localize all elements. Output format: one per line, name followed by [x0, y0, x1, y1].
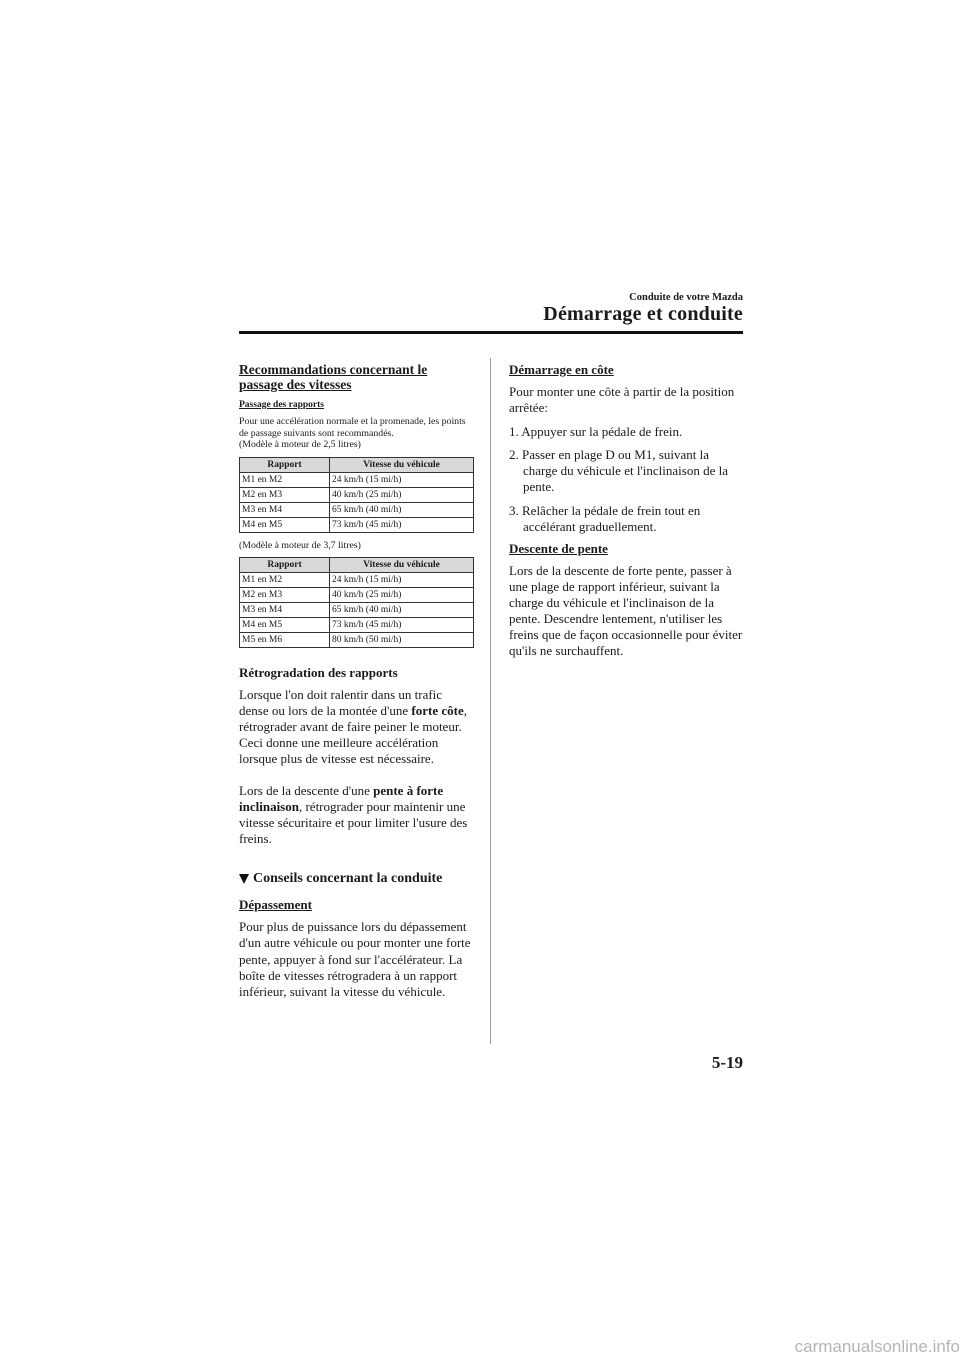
- watermark: carmanualsonline.info: [794, 1337, 960, 1356]
- table-row: [240, 632, 474, 647]
- table-cell: M4 en M5: [240, 517, 330, 532]
- emphasis-text: forte côte: [411, 702, 464, 718]
- table-header: Rapport: [240, 457, 330, 472]
- intro-text: Pour une accélération normale et la promenade, les points de passage suivants sont recommandés.: [239, 416, 466, 439]
- hill-start-steps: [509, 424, 745, 535]
- table-row: [240, 617, 474, 632]
- table-header: Vitesse du véhicule: [330, 557, 474, 572]
- table-header: Vitesse du véhicule: [330, 457, 474, 472]
- passing-heading: Dépassement: [239, 897, 312, 913]
- downshift-paragraph-1: Lorsque l'on doit ralentir dans un trafic dense ou lors de la montée d'une forte côte, rétrograder avant de faire peiner le moteur. Ceci donne une meilleure accélération lorsque plus de vitesse est nécessaire.: [239, 686, 467, 766]
- page-number: 5-19: [711, 1053, 743, 1072]
- emphasis-text: pente à forte inclinaison: [239, 782, 444, 815]
- table-row: [240, 602, 474, 617]
- list-item: 1. Appuyer sur la pédale de frein.: [509, 424, 683, 440]
- triangle-down-icon: [239, 874, 249, 884]
- table-cell: 73 km/h (45 mi/h): [330, 517, 474, 532]
- table-cell: M1 en M2: [240, 472, 330, 487]
- table-cell: M3 en M4: [240, 602, 330, 617]
- shift-table-2-5l: [239, 457, 474, 533]
- hill-start-heading: Démarrage en côte: [509, 362, 614, 377]
- descent-heading: Descente de pente: [509, 540, 608, 556]
- table1-caption: (Modèle à moteur de 2,5 litres): [239, 439, 361, 450]
- table-cell: M5 en M6: [240, 632, 330, 647]
- header-rule: [239, 331, 743, 334]
- table-header: Rapport: [240, 557, 330, 572]
- table-cell: 80 km/h (50 mi/h): [330, 632, 474, 647]
- table-row: [240, 487, 474, 502]
- table-row: [240, 517, 474, 532]
- table-cell: M4 en M5: [240, 617, 330, 632]
- table-row: [240, 572, 474, 587]
- table-cell: M3 en M4: [240, 502, 330, 517]
- shift-recommendations-heading: Recommandations concernant le passage des vitesses: [239, 362, 428, 392]
- right-column: [509, 362, 745, 659]
- table-row: [240, 502, 474, 517]
- table-row: [240, 587, 474, 602]
- hill-start-intro: Pour monter une côte à partir de la position arrêtée:: [509, 384, 735, 416]
- shift-table-3-7l: [239, 557, 474, 648]
- table-cell: M2 en M3: [240, 587, 330, 602]
- table-cell: 24 km/h (15 mi/h): [330, 572, 474, 587]
- column-divider: [490, 358, 491, 1044]
- downshift-heading: Rétrogradation des rapports: [239, 664, 398, 680]
- section-title: Démarrage et conduite: [543, 303, 743, 325]
- driving-tips-heading: Conseils concernant la conduite: [239, 871, 474, 887]
- table-cell: 65 km/h (40 mi/h): [330, 502, 474, 517]
- left-column: [239, 362, 474, 1000]
- chapter-title: Conduite de votre Mazda: [629, 292, 743, 303]
- table-cell: 65 km/h (40 mi/h): [330, 602, 474, 617]
- downshift-paragraph-2: Lors de la descente d'une pente à forte inclinaison, rétrograder pour maintenir une vitesse sécuritaire et pour limiter l'usure des freins.: [239, 782, 468, 847]
- table-cell: 40 km/h (25 mi/h): [330, 487, 474, 502]
- table-cell: 73 km/h (45 mi/h): [330, 617, 474, 632]
- table2-caption: (Modèle à moteur de 3,7 litres): [239, 539, 361, 551]
- descent-paragraph: Lors de la descente de forte pente, passer à une plage de rapport inférieur, suivant la charge du véhicule et l'inclinaison de la pente. Descendre lentement, n'utiliser les freins que de façon occasionnelle pour éviter qu'ils ne surchauffent.: [509, 562, 743, 659]
- table-cell: M2 en M3: [240, 487, 330, 502]
- table-cell: 24 km/h (15 mi/h): [330, 472, 474, 487]
- list-item: 2. Passer en plage D ou M1, suivant la charge du véhicule et l'inclinaison de la pente.: [509, 447, 728, 495]
- passing-paragraph: Pour plus de puissance lors du dépassement d'un autre véhicule ou pour monter une forte pente, appuyer à fond sur l'accélérateur. La boîte de vitesses rétrogradera à un rapport inférieur, suivant la vitesse du véhicule.: [239, 919, 471, 999]
- table-cell: M1 en M2: [240, 572, 330, 587]
- table-row: [240, 472, 474, 487]
- gear-shift-subheading: Passage des rapports: [239, 400, 324, 410]
- list-item: 3. Relâcher la pédale de frein tout en accélérant graduellement.: [509, 502, 701, 534]
- table-cell: 40 km/h (25 mi/h): [330, 587, 474, 602]
